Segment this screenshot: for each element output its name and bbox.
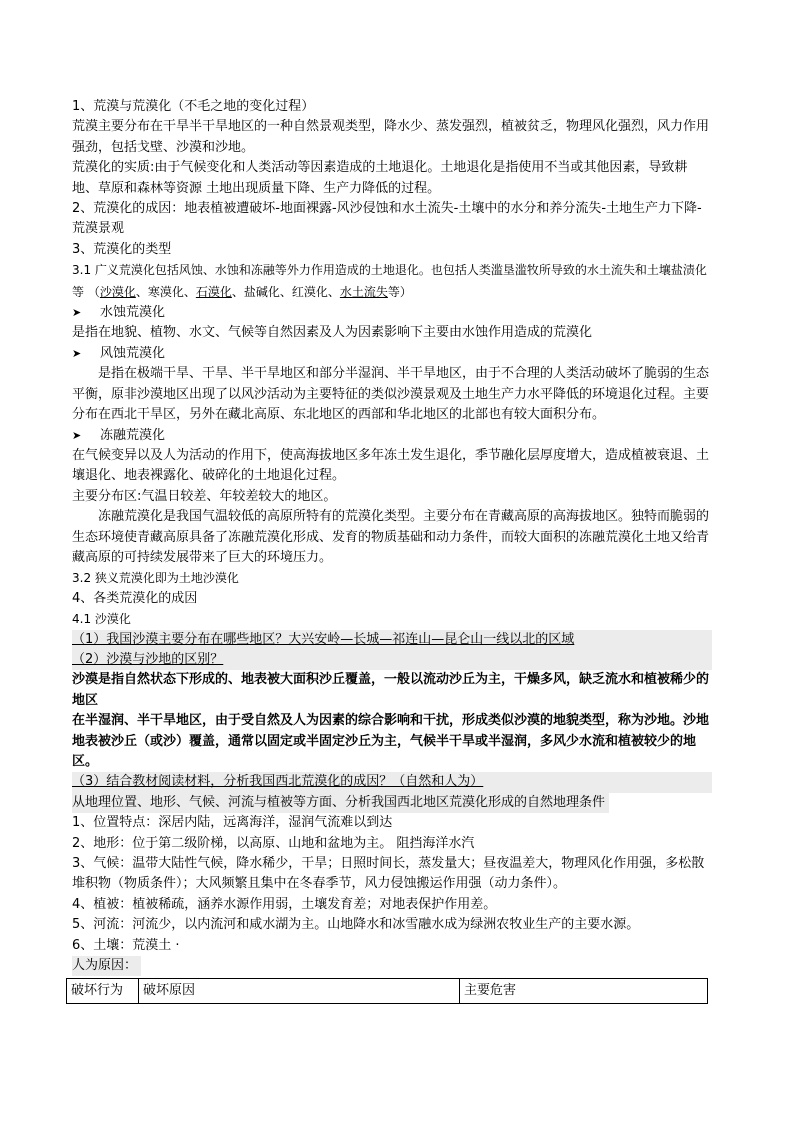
table-header-cell: 破坏原因 — [139, 979, 460, 1004]
table-header-cell: 主要危害 — [460, 979, 708, 1004]
text-3-1-a: 3.1 广义荒漠化包括风蚀、水蚀和冻融等外力作用造成的土地退化。也包括人类滥垦滥牧所导致的水土流失和土壤盐渍化等 （ — [72, 263, 707, 299]
bullet-wind-erosion — [72, 344, 712, 364]
text-3-1-sandy: 沙漠化 — [99, 284, 136, 299]
item-location: 1、位置特点：深居内陆，远离海洋，湿润气流难以到达 — [72, 815, 393, 831]
arrow-bullet-icon: ➤ — [72, 428, 82, 442]
heading-4-1: 4.1 沙漠化 — [72, 612, 131, 627]
paragraph-3-2: 3.2 狭义荒漠化即为土地沙漠化 — [72, 571, 239, 586]
text-3-1-erosion: 水土流失 — [339, 284, 388, 299]
question-2: （2）沙漠与沙地的区别？ — [72, 650, 712, 670]
answer-sandland: 在半湿润、半干旱地区，由于受自然及人为因素的综合影响和干扰，形成类似沙漠的地貌类型，称为沙地。沙地地表被沙丘（或沙）覆盖，通常以固定或半固定沙丘为主，气候半干旱或半湿润，多风少水流和植被较少的地区。 — [72, 713, 710, 769]
answer-desert: 沙漠是指自然状态下形成的、地表被大面积沙丘覆盖，一般以流动沙丘为主，干燥多风，缺乏流水和植被稀少的地区 — [72, 672, 710, 708]
human-causes-label — [72, 956, 712, 976]
text-3-1-b: 、寒漠化、 — [135, 284, 196, 299]
table-header-row — [67, 979, 708, 1004]
text-3-1-d: 等） — [387, 284, 412, 299]
table-header-cell: 破坏行为 — [67, 979, 139, 1004]
paragraph-geo-conditions — [72, 793, 712, 813]
text-3-1-c: 、盐碱化、红漠化、 — [231, 284, 340, 299]
paragraph-water-erosion: 是指在地貌、植物、水文、气候等自然因素及人为因素影响下主要由水蚀作用造成的荒漠化 — [72, 325, 593, 341]
item-vegetation: 4、植被：植被稀疏，涵养水源作用弱，土壤发育差；对地表保护作用差。 — [72, 896, 497, 912]
bullet-label: 水蚀荒漠化 — [100, 305, 166, 321]
bullet-label: 冻融荒漠化 — [100, 427, 166, 443]
text-3-1-rocky: 石漠化 — [195, 284, 232, 299]
paragraph-desert-def: 荒漠主要分布在干旱半干旱地区的一种自然景观类型，降水少、蒸发强烈，植被贫乏，物理风化强烈，风力作用强劲，包括戈壁、沙漠和沙地。 — [72, 119, 710, 155]
item-rivers: 5、河流：河流少，以内流河和咸水湖为主。山地降水和冰雪融水成为绿洲农牧业生产的主要水源。 — [72, 917, 640, 933]
paragraph-wind-erosion: 是指在极端干旱、干旱、半干旱地区和部分半湿润、半干旱地区，由于不合理的人类活动破坏了脆弱的生态平衡，原非沙漠地区出现了以风沙活动为主要特征的类似沙漠景观及土地生产力水平降低的环境退化过程。主要分布在西北干旱区，另外在藏北高原、东北地区的西部和华北地区的北部也有较大面积分布。 — [72, 366, 710, 423]
human-causes-table — [66, 978, 708, 1004]
heading-4: 4、各类荒漠化的成因 — [72, 590, 198, 606]
heading-1: 1、荒漠与荒漠化（不毛之地的变化过程） — [72, 99, 315, 114]
arrow-bullet-icon: ➤ — [72, 346, 82, 360]
item-terrain: 2、地形：位于第二级阶梯，以高原、山地和盆地为主。 阻挡海洋水汽 — [72, 835, 475, 851]
bullet-freeze-thaw — [72, 426, 712, 446]
question-1: （1）我国沙漠主要分布在哪些地区？大兴安岭—长城—祁连山—昆仑山一线以北的区域 — [72, 630, 712, 650]
paragraph-desertification-essence: 荒漠化的实质:由于气候变化和人类活动等因素造成的土地退化。土地退化是指使用不当或其他因素，导致耕地、草原和森林等资源 土地出现质量下降、生产力降低的过程。 — [72, 160, 688, 196]
heading-2: 2、荒漠化的成因：地表植被遭破坏-地面裸露-风沙侵蚀和水土流失-土壤中的水分和养分流失-土地生产力下降-荒漠景观 — [72, 201, 702, 237]
geo-conditions-text: 从地理位置、地形、气候、河流与植被等方面、分析我国西北地区荒漠化形成的自然地理条件 — [72, 793, 609, 813]
paragraph-freeze-thaw-3: 冻融荒漠化是我国气温较低的高原所特有的荒漠化类型。主要分布在青藏高原的高海拔地区。独特而脆弱的生态环境使青藏高原具备了冻融荒漠化形成、发育的物质基础和动力条件，而较大面积的冻融荒漠化土地又给青藏高原的可持续发展带来了巨大的环境压力。 — [72, 509, 710, 565]
human-causes-text: 人为原因： — [72, 956, 141, 976]
paragraph-freeze-thaw-2: 主要分布区:气温日较差、年较差较大的地区。 — [72, 488, 337, 504]
bullet-water-erosion — [72, 303, 712, 323]
heading-3: 3、荒漠化的类型 — [72, 241, 172, 257]
paragraph-3-1 — [72, 260, 712, 303]
question-3: （3）结合教材阅读材料，分析我国西北荒漠化的成因？（自然和人为） — [72, 772, 712, 792]
item-soil: 6、土壤：荒漠土 · — [72, 937, 180, 953]
paragraph-freeze-thaw-1: 在气候变异以及人为活动的作用下，使高海拔地区多年冻土发生退化，季节融化层厚度增大，造成植被衰退、土壤退化、地表裸露化、破碎化的土地退化过程。 — [72, 447, 710, 484]
item-climate: 3、气候：温带大陆性气候，降水稀少，干旱；日照时间长，蒸发量大；昼夜温差大，物理风化作用强，多松散堆积物（物质条件）；大风频繁且集中在冬春季节，风力侵蚀搬运作用强（动力条件）。 — [72, 856, 705, 892]
arrow-bullet-icon: ➤ — [72, 306, 82, 320]
bullet-label: 风蚀荒漠化 — [100, 345, 166, 361]
document-body — [72, 97, 712, 1004]
